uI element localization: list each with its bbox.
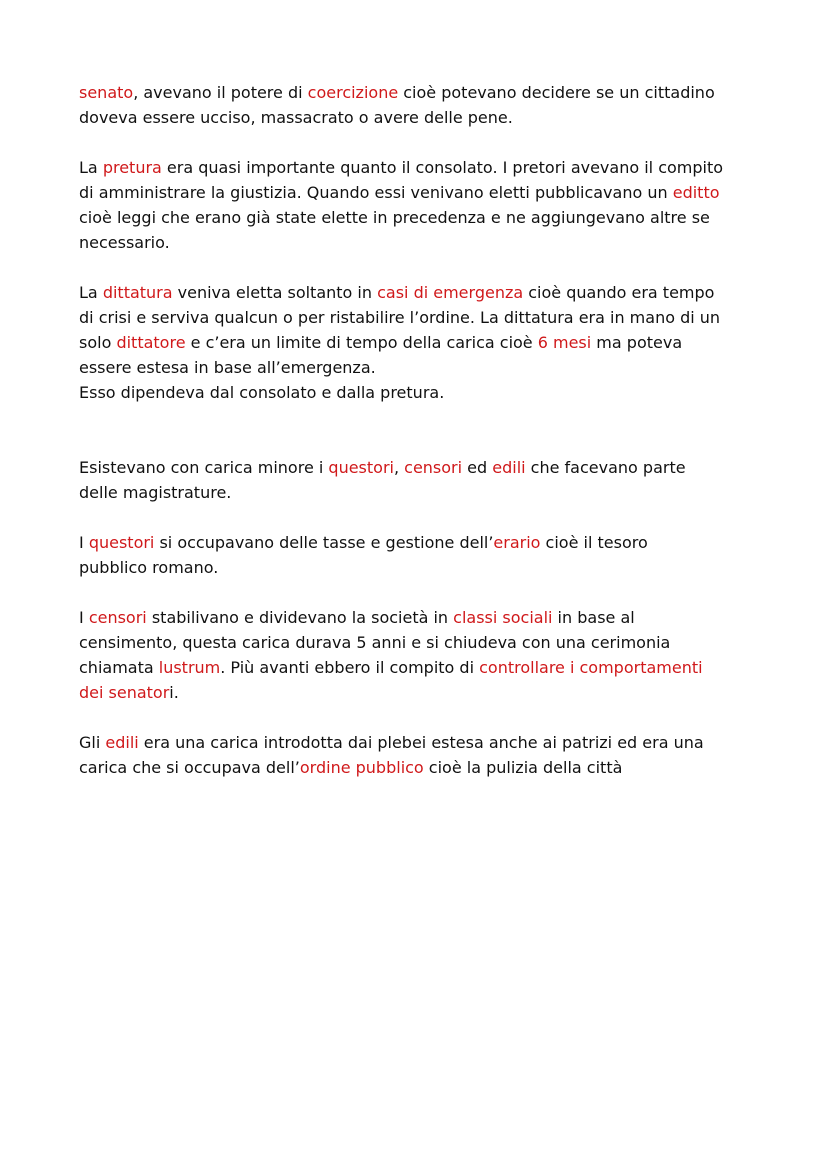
text-run: doveva essere ucciso, massacrato o avere delle pene. <box>79 108 513 127</box>
text-run: i. <box>169 683 179 702</box>
text-line <box>79 183 720 202</box>
text-line <box>79 633 670 652</box>
text-run: in base al <box>552 608 635 627</box>
text-line <box>79 233 170 252</box>
text-run: . Più avanti ebbero il compito di <box>220 658 480 677</box>
paragraph-spacer <box>79 405 769 455</box>
text-line <box>79 333 682 352</box>
text-run: La <box>79 283 103 302</box>
document-body <box>79 80 769 780</box>
highlighted-term: senato <box>79 83 134 102</box>
paragraph-spacer <box>79 705 769 730</box>
text-line <box>79 758 622 777</box>
highlighted-term: lustrum <box>158 658 221 677</box>
highlighted-term: dei senator <box>79 683 170 702</box>
text-line <box>79 683 179 702</box>
highlighted-term: casi di emergenza <box>377 283 524 302</box>
highlighted-term: questori <box>88 533 155 552</box>
text-run: ma poteva <box>591 333 683 352</box>
text-run: cioè potevano decidere se un cittadino <box>398 83 715 102</box>
highlighted-term: classi sociali <box>453 608 553 627</box>
text-run: cioè la pulizia della città <box>423 758 623 777</box>
text-run: , <box>393 458 405 477</box>
paragraph-senato <box>79 80 769 130</box>
text-run: , avevano il potere di <box>133 83 308 102</box>
highlighted-term: coercizione <box>307 83 399 102</box>
text-run: pubblico romano. <box>79 558 219 577</box>
highlighted-term: controllare i comportamenti <box>479 658 703 677</box>
text-run: La <box>79 158 103 177</box>
highlighted-term: censori <box>88 608 147 627</box>
highlighted-term: 6 mesi <box>537 333 592 352</box>
text-line <box>79 483 231 502</box>
text-line <box>79 383 444 402</box>
text-run: I <box>79 533 89 552</box>
paragraph-censori <box>79 605 769 705</box>
text-line <box>79 158 723 177</box>
highlighted-term: ordine pubblico <box>299 758 424 777</box>
paragraph-spacer <box>79 255 769 280</box>
text-run: chiamata <box>79 658 159 677</box>
text-run: solo <box>79 333 117 352</box>
text-run: era quasi importante quanto il consolato. I pretori avevano il compito <box>161 158 724 177</box>
text-run: stabilivano e dividevano la società in <box>146 608 454 627</box>
text-run: Esistevano con carica minore i <box>79 458 329 477</box>
text-line <box>79 358 376 377</box>
text-line <box>79 533 648 552</box>
text-run: veniva eletta soltanto in <box>172 283 378 302</box>
highlighted-term: censori <box>404 458 463 477</box>
text-run: Gli <box>79 733 106 752</box>
paragraph-spacer <box>79 505 769 530</box>
text-run: Esso dipendeva dal consolato e dalla pretura. <box>79 383 445 402</box>
text-run: delle magistrature. <box>79 483 232 502</box>
text-run: di crisi e serviva qualcun o per ristabilire l’ordine. La dittatura era in mano di un <box>79 308 721 327</box>
text-run: si occupavano delle tasse e gestione dell’ <box>154 533 494 552</box>
highlighted-term: edili <box>492 458 526 477</box>
text-line <box>79 458 686 477</box>
paragraph-pretura <box>79 155 769 255</box>
highlighted-term: edili <box>105 733 139 752</box>
text-line <box>79 83 715 102</box>
text-line <box>79 608 635 627</box>
text-run: che facevano parte <box>525 458 686 477</box>
text-run: I <box>79 608 89 627</box>
highlighted-term: editto <box>672 183 720 202</box>
text-line <box>79 733 704 752</box>
text-run: era una carica introdotta dai plebei estesa anche ai patrizi ed era una <box>138 733 704 752</box>
highlighted-term: dittatore <box>116 333 186 352</box>
paragraph-spacer <box>79 580 769 605</box>
highlighted-term: pretura <box>102 158 162 177</box>
text-run: censimento, questa carica durava 5 anni e si chiudeva con una cerimonia <box>79 633 671 652</box>
text-line <box>79 208 710 227</box>
text-run: essere estesa in base all’emergenza. <box>79 358 376 377</box>
paragraph-edili <box>79 730 769 780</box>
text-line <box>79 558 218 577</box>
highlighted-term: dittatura <box>102 283 173 302</box>
text-run: cioè il tesoro <box>540 533 648 552</box>
text-run: di amministrare la giustizia. Quando essi venivano eletti pubblicavano un <box>79 183 673 202</box>
text-line <box>79 283 714 302</box>
text-run: e c’era un limite di tempo della carica cioè <box>185 333 538 352</box>
text-run: cioè leggi che erano già state elette in precedenza e ne aggiungevano altre se <box>79 208 710 227</box>
highlighted-term: questori <box>328 458 394 477</box>
paragraph-dittatura <box>79 280 769 405</box>
text-line <box>79 308 720 327</box>
text-line <box>79 658 703 677</box>
paragraph-magistrature-minori <box>79 455 769 505</box>
text-run: carica che si occupava dell’ <box>79 758 300 777</box>
text-line <box>79 108 513 127</box>
highlighted-term: erario <box>493 533 541 552</box>
text-run: ed <box>462 458 493 477</box>
paragraph-questori <box>79 530 769 580</box>
paragraph-spacer <box>79 130 769 155</box>
text-run: necessario. <box>79 233 170 252</box>
text-run: cioè quando era tempo <box>523 283 715 302</box>
